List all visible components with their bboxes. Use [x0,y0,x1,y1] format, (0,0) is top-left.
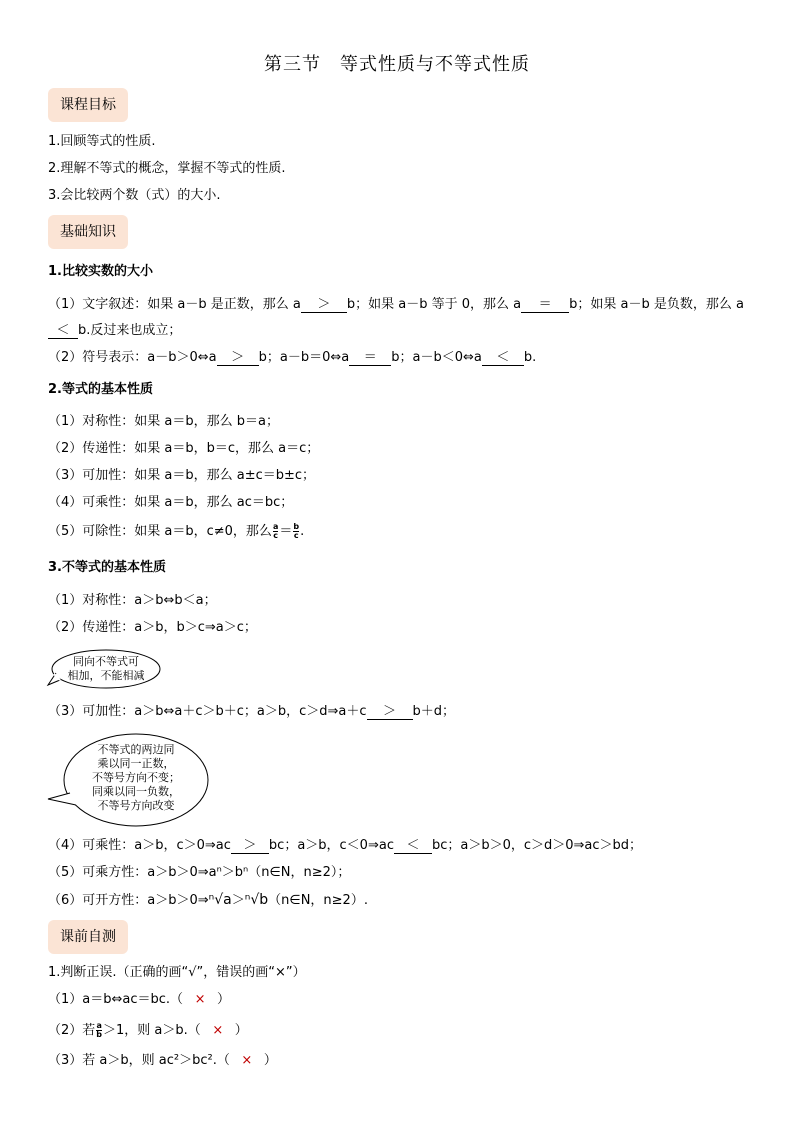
text-span: （n∈N，n≥2）. [268,893,368,908]
fraction-denominator: b [96,1030,103,1039]
bubble-line: 同向不等式可 [73,655,139,668]
fraction-denominator: c [273,531,279,540]
fill-blank: ＞ [217,350,259,366]
text-span: （3）若 a＞b，则 ac²＞bc².（ [48,1053,230,1068]
text-span: bc；a＞b，c＜0⇒ac [268,838,394,853]
text-span: b；如果 a－b 是负数，那么 a [569,297,744,312]
section-tag-selftest: 课前自测 [48,920,128,954]
fill-blank: ＝ [349,350,391,366]
fill-blank: ＝ [521,297,569,313]
fraction [273,523,278,540]
text-span: ） [263,1053,277,1068]
goal-item: 3.会比较两个数（式）的大小. [48,188,221,203]
section-tag-basic: 基础知识 [48,215,128,249]
text-span: （3）可加性：a＞b⇔a＋c＞b＋c；a＞b，c＞d⇒a＋c [48,704,367,719]
fraction-numerator: a [96,1021,102,1030]
text-span: ） [234,1023,248,1038]
list-item: （1）对称性：a＞b⇔b＜a； [48,593,217,608]
answer-mark: × [194,992,206,1007]
question-item [48,991,230,1009]
list-item [48,891,368,910]
list-item: （3）可加性：如果 a＝b，那么 a±c＝b±c； [48,468,316,483]
text-span: b. [523,350,537,365]
list-item: （4）可乘性：如果 a＝b，那么 ac＝bc； [48,495,294,510]
goal-item: 2.理解不等式的概念，掌握不等式的性质. [48,161,286,176]
question-item [48,1022,248,1040]
fraction [96,1022,102,1039]
text-span: （1）a＝b⇔ac＝bc.（ [48,992,184,1007]
fraction [293,523,299,540]
text-span: ＞ [231,893,245,908]
root-expression: ⁿ√a [208,892,232,908]
list-item: （1）对称性：如果 a＝b，那么 b＝a； [48,414,279,429]
fraction-numerator: b [293,522,300,531]
text-span: b＋d； [412,704,456,719]
question-item [48,1052,277,1070]
root-expression: ⁿ√b [244,892,269,908]
fill-blank: ＞ [301,297,347,313]
list-item: （2）传递性：a＞b，b＞c⇒a＞c； [48,620,257,635]
fill-blank: ＞ [367,704,413,720]
text-span: （1）文字叙述：如果 a－b 是正数，那么 a [48,297,301,312]
section-tag-goal: 课程目标 [48,88,128,122]
text-span: ） [217,992,231,1007]
answer-mark: × [241,1053,253,1068]
fill-blank: ＜ [394,838,432,854]
text-span: ＝ [279,524,293,539]
fill-blank: ＞ [231,838,269,854]
text-span: b；如果 a－b 等于 0，那么 a [346,297,522,312]
bubble-note [80,743,192,813]
section-heading: 3.不等式的基本性质 [48,560,166,575]
page-title: 第三节 等式性质与不等式性质 [264,54,530,75]
bubble-line: 不等号方向改变 [97,799,175,812]
answer-mark: × [212,1023,224,1038]
text-span: （5）可除性：如果 a＝b，c≠0，那么 [48,524,272,539]
text-span: （4）可乘性：a＞b，c＞0⇒ac [48,838,231,853]
bubble-line: 不等号方向不变； [92,771,180,784]
fraction-denominator: c [293,531,299,540]
bubble-line: 不等式的两边同 [97,743,175,756]
text-span: . [300,524,305,539]
text-span: （6）可开方性：a＞b＞0⇒ [48,893,209,908]
list-item [48,703,455,721]
text-span: ＞1，则 a＞b.（ [103,1023,201,1038]
fraction-numerator: a [272,522,279,531]
bubble-line: 乘以同一正数， [97,757,175,770]
goal-item: 1.回顾等式的性质. [48,134,156,149]
bubble-line: 相加，不能相减 [67,669,145,682]
text-span: （2）若 [48,1023,96,1038]
bubble-note [60,655,152,683]
section-heading: 1.比较实数的大小 [48,264,153,279]
text-line [48,322,181,340]
list-item [48,837,642,855]
text-line [48,349,536,367]
question: 1.判断正误.（正确的画“√”，错误的画“×”） [48,965,306,980]
text-line [48,296,744,314]
text-span: bc；a＞b＞0，c＞d＞0⇒ac＞bd； [431,838,643,853]
list-item: （5）可乘方性：a＞b＞0⇒aⁿ＞bⁿ（n∈N，n≥2）； [48,865,351,880]
text-span: b.反过来也成立； [78,323,182,338]
bubble-line: 同乘以同一负数， [92,785,180,798]
text-span: b；a－b＜0⇔a [391,350,482,365]
fill-blank: ＜ [48,323,78,339]
section-heading: 2.等式的基本性质 [48,382,153,397]
text-span: b；a－b＝0⇔a [258,350,350,365]
fill-blank: ＜ [482,350,524,366]
text-span: （2）符号表示：a－b＞0⇔a [48,350,217,365]
list-item: （2）传递性：如果 a＝b，b＝c，那么 a＝c； [48,441,320,456]
list-item [48,523,304,541]
